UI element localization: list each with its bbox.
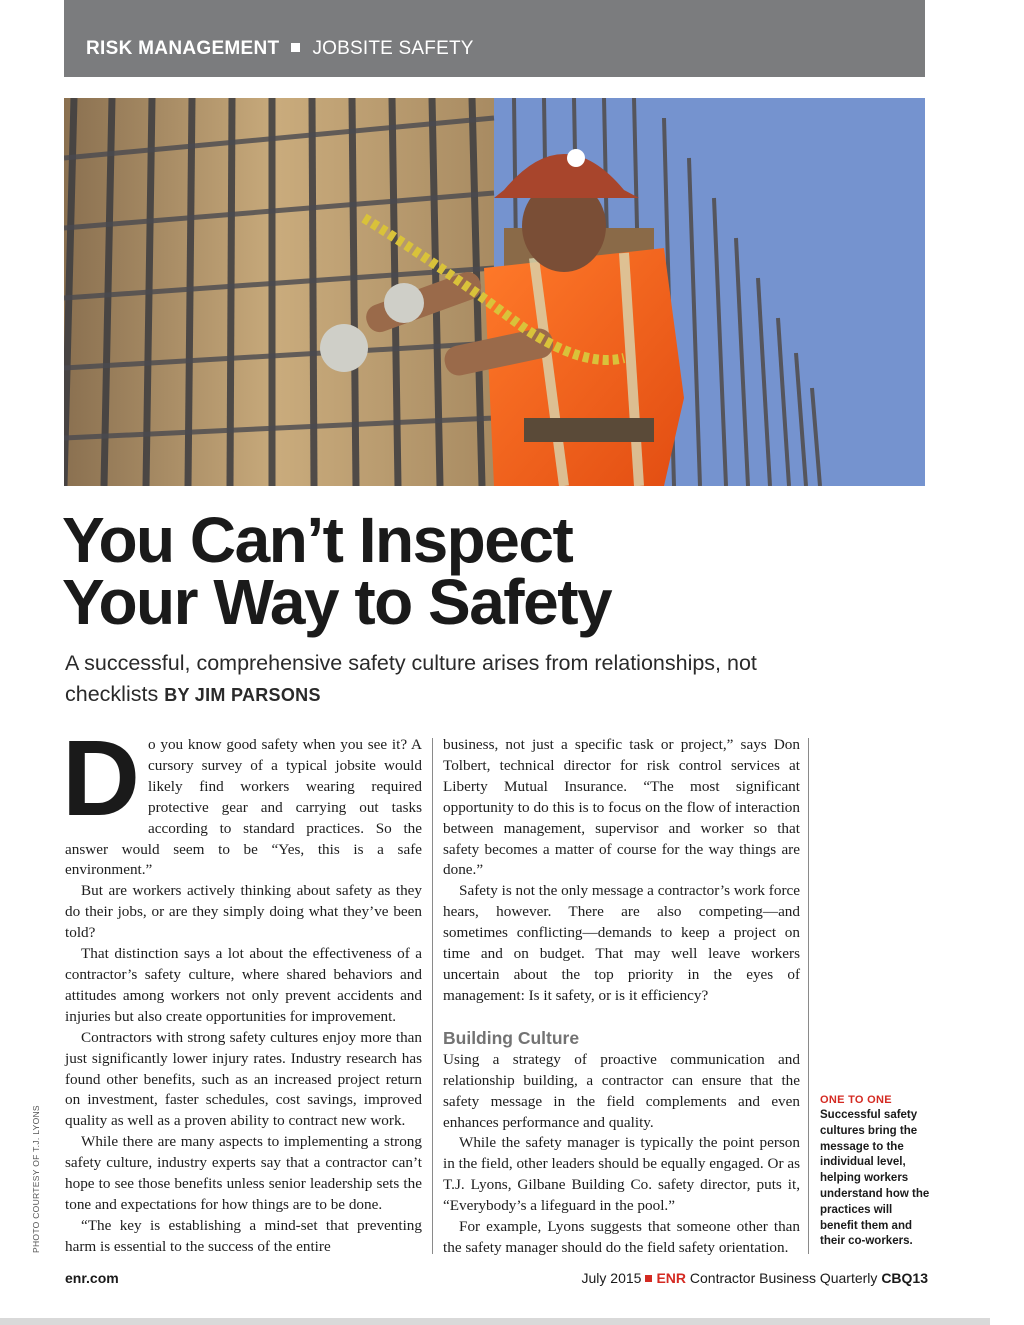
section-label: RISK MANAGEMENT: [86, 38, 280, 59]
paragraph-11: For example, Lyons suggests that someone other than the safety manager should do the field safety orientation.: [443, 1218, 800, 1256]
paragraph-3: That distinction says a lot about the effectiveness of a contractor’s safety culture, where shared behaviors and attitudes among workers not only prevent accidents and injuries but also create opportunities for improvement.: [65, 945, 422, 1025]
ironworker-photo-illustration: [64, 98, 925, 486]
section-header-bar: [64, 0, 925, 77]
bottom-edge-strip: [0, 1318, 990, 1325]
article-headline: [62, 504, 612, 638]
subhead-building-culture: Building Culture: [443, 1027, 580, 1048]
hero-photo: [64, 98, 925, 486]
separator-square-icon: [291, 43, 300, 52]
footer-date: July 2015: [581, 1270, 642, 1286]
paragraph-10: While the safety manager is typically the point person in the field, other leaders should be equally engaged. Or as T.J. Lyons, Gilbane Building Co. safety director, puts it, “Everybody’s a lifeguard in the pool.”: [443, 1134, 800, 1215]
paragraph-4: Contractors with strong safety cultures enjoy more than just significantly lower injury rates. Industry research has found other benefits, such as an increased project return on investment, faster schedules, cost savings, improved quality as well as a proven ability to contract new work.: [65, 1028, 422, 1130]
paragraph-1-text: o you know good safety when you see it? A cursory survey of a typical jobsite would likely find workers wearing required protective gear and carrying out tasks according to standard practices. So the answer would seem to be “Yes, this is a safe environment.”: [65, 736, 422, 879]
byline: BY JIM PARSONS: [164, 685, 321, 705]
photo-caption-sidebar: [820, 1093, 930, 1250]
paragraph-5: While there are many aspects to implementing a strong safety culture, industry experts say that a contractor can’t hope to see those benefits unless senior leadership sets the tone and expectations for how things are to be done.: [65, 1133, 422, 1213]
paragraph-6: “The key is establishing a mind-set that preventing harm is essential to the success of the entire: [65, 1216, 422, 1255]
subsection-label: JOBSITE SAFETY: [312, 38, 474, 59]
headline-line-2: Your Way to Safety: [62, 566, 612, 638]
paragraph-8: Safety is not the only message a contractor’s work force hears, however. There are also competing—and sometimes conflicting—demands to keep a project on time and on budget. That may well leave workers uncertain about the top priority in the eyes of management: Is it safety, or is it efficiency?: [443, 882, 800, 1004]
paragraph-2: But are workers actively thinking about safety as they do their jobs, or are they simply doing what they’ve been told?: [65, 882, 422, 942]
paragraph-1: [62, 717, 422, 881]
column-divider-2: [808, 738, 809, 1254]
drop-cap: D: [62, 717, 140, 838]
article-subtitle: [65, 648, 825, 711]
paragraph-9: Using a strategy of proactive communication and relationship building, a contractor can ensure that the safety message in the field complements and even enhances performance and quality.: [443, 1050, 800, 1131]
footer-folio: [582, 1270, 929, 1286]
column-divider-1: [432, 738, 433, 1254]
headline-line-1: You Can’t Inspect: [62, 504, 573, 576]
paragraph-7: business, not just a specific task or project,” says Don Tolbert, technical director for risk control services at Liberty Mutual Insurance. “The most significant opportunity to do this is to focus on the flow of interaction between management, supervisor and worker so that safety becomes a matter of course for the way things are done.”: [443, 736, 800, 879]
subtitle-text: A successful, comprehensive safety culture arises from relationships, not checklists: [65, 651, 757, 706]
caption-kicker: ONE TO ONE: [820, 1094, 892, 1106]
footer-website: enr.com: [65, 1270, 119, 1286]
photo-credit: PHOTO COURTESY OF T.J. LYONS: [31, 1105, 41, 1253]
article-column-2: [443, 735, 800, 1259]
footer-brand: ENR: [656, 1270, 686, 1286]
footer-publication: Contractor Business Quarterly: [689, 1270, 878, 1286]
caption-text: Successful safety cultures bring the message to the individual level, helping workers understand how the practices will benefit them and their co-workers.: [820, 1109, 930, 1248]
article-column-1: [62, 717, 422, 1258]
footer-separator-square-icon: [645, 1275, 652, 1282]
footer-page-number: CBQ13: [881, 1270, 928, 1286]
